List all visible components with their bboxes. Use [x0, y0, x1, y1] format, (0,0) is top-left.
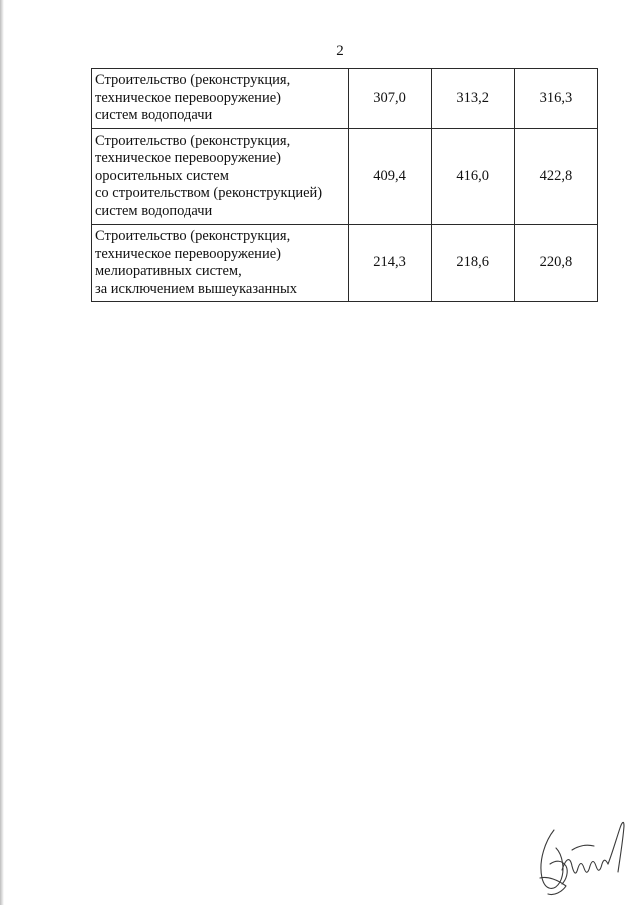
row-description: [92, 69, 349, 129]
description-line: оросительных систем: [95, 167, 229, 184]
value-cell: 218,6: [431, 225, 514, 302]
description-line: Строительство (реконструкция,: [95, 132, 291, 149]
description-line: техническое перевооружение): [95, 89, 281, 106]
scan-edge-shadow: [0, 0, 4, 905]
value-cell: 220,8: [514, 225, 597, 302]
value-cell: 416,0: [431, 129, 514, 225]
description-line: мелиоративных систем,: [95, 263, 242, 279]
description-line: систем водоподачи: [95, 202, 213, 219]
description-line: со строительством (реконструкцией): [95, 185, 323, 202]
handwritten-signature: [532, 810, 632, 900]
page-number: 2: [336, 43, 344, 59]
description-line: Строительство (реконструкция,: [95, 72, 291, 89]
value-cell: 307,0: [348, 69, 431, 129]
table-row: [92, 225, 598, 302]
description-line: систем водоподачи: [95, 107, 213, 124]
description-line: техническое перевооружение): [95, 245, 281, 262]
row-description: [92, 225, 349, 302]
data-table: [91, 68, 598, 302]
description-line: Строительство (реконструкция,: [95, 228, 291, 244]
description-line: за исключением вышеуказанных: [95, 280, 298, 297]
value-cell: 422,8: [514, 129, 597, 225]
table-row: [92, 129, 598, 225]
value-cell: 316,3: [514, 69, 597, 129]
value-cell: 409,4: [348, 129, 431, 225]
value-cell: 214,3: [348, 225, 431, 302]
description-line: техническое перевооружение): [95, 150, 281, 167]
row-description: [92, 129, 349, 225]
table-row: [92, 69, 598, 129]
value-cell: 313,2: [431, 69, 514, 129]
